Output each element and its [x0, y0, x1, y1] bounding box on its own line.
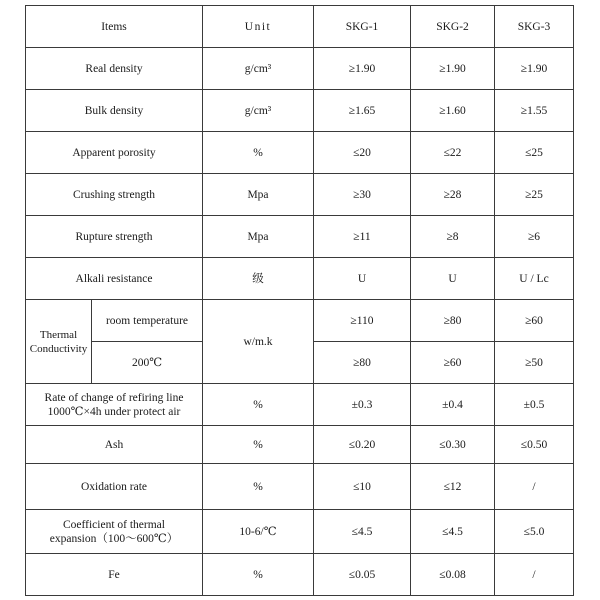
- row-unit: g/cm³: [203, 48, 314, 90]
- row-value-skg1: ±0.3: [314, 384, 411, 426]
- row-value-skg2: ≤0.30: [411, 426, 495, 464]
- header-row: [26, 6, 574, 48]
- table-row: [26, 554, 574, 596]
- table-row: [26, 216, 574, 258]
- row-value-skg3: /: [495, 464, 574, 510]
- row-value-skg2: ≥28: [411, 174, 495, 216]
- row-value-skg1: ≥1.90: [314, 48, 411, 90]
- row-item-label: Real density: [26, 48, 203, 90]
- row-value-skg2: ≤12: [411, 464, 495, 510]
- row-value-skg3: ≥1.90: [495, 48, 574, 90]
- row-value-skg2: ≤22: [411, 132, 495, 174]
- row-item-label: Apparent porosity: [26, 132, 203, 174]
- row-value-skg1: ≥80: [314, 342, 411, 384]
- row-value-skg1: ≥11: [314, 216, 411, 258]
- thermal-sub-label: 200℃: [92, 342, 203, 384]
- row-value-skg1: ≤0.20: [314, 426, 411, 464]
- table-row: [26, 90, 574, 132]
- row-value-skg2: U: [411, 258, 495, 300]
- thermal-conductivity-group-label: [26, 300, 92, 384]
- row-item-label: Rupture strength: [26, 216, 203, 258]
- row-value-skg1: ≥110: [314, 300, 411, 342]
- row-value-skg3: U / Lc: [495, 258, 574, 300]
- row-value-skg3: ≤5.0: [495, 510, 574, 554]
- row-value-skg2: ±0.4: [411, 384, 495, 426]
- header-grade-skg3: SKG-3: [495, 6, 574, 48]
- row-value-skg1: ≥30: [314, 174, 411, 216]
- table-row: [26, 426, 574, 464]
- row-value-skg3: ≤0.50: [495, 426, 574, 464]
- row-value-skg3: ≥25: [495, 174, 574, 216]
- row-value-skg1: ≤20: [314, 132, 411, 174]
- table-row: [26, 384, 574, 426]
- row-unit: %: [203, 426, 314, 464]
- row-value-skg3: ≥1.55: [495, 90, 574, 132]
- row-item-label: Alkali resistance: [26, 258, 203, 300]
- row-value-skg3: /: [495, 554, 574, 596]
- row-unit: %: [203, 554, 314, 596]
- header-grade-skg2: SKG-2: [411, 6, 495, 48]
- row-value-skg2: ≤4.5: [411, 510, 495, 554]
- table-row: [26, 258, 574, 300]
- row-value-skg1: U: [314, 258, 411, 300]
- row-unit: 10-6/℃: [203, 510, 314, 554]
- row-value-skg2: ≤0.08: [411, 554, 495, 596]
- table-row: [26, 174, 574, 216]
- thermal-sub-label: room temperature: [92, 300, 203, 342]
- row-value-skg3: ≥6: [495, 216, 574, 258]
- row-value-skg1: ≥1.65: [314, 90, 411, 132]
- group-label-line: Conductivity: [29, 342, 88, 355]
- row-item-label: [26, 510, 203, 554]
- header-grade-skg1: SKG-1: [314, 6, 411, 48]
- item-label-line: Coefficient of thermal: [63, 518, 165, 531]
- row-item-label: [26, 384, 203, 426]
- row-unit: 级: [203, 258, 314, 300]
- row-value-skg1: ≤4.5: [314, 510, 411, 554]
- row-unit: Mpa: [203, 174, 314, 216]
- row-item-label: Ash: [26, 426, 203, 464]
- row-unit: Mpa: [203, 216, 314, 258]
- header-items: Items: [26, 6, 203, 48]
- group-label-line: Thermal: [39, 328, 78, 341]
- row-value-skg2: ≥1.60: [411, 90, 495, 132]
- row-unit: g/cm³: [203, 90, 314, 132]
- row-unit: %: [203, 464, 314, 510]
- table-row: [26, 464, 574, 510]
- header-unit: Unit: [203, 6, 314, 48]
- thermal-unit: w/m.k: [203, 300, 314, 384]
- table-row: [26, 132, 574, 174]
- row-value-skg2: ≥8: [411, 216, 495, 258]
- row-item-label: Fe: [26, 554, 203, 596]
- row-value-skg2: ≥60: [411, 342, 495, 384]
- row-value-skg3: ±0.5: [495, 384, 574, 426]
- row-unit: %: [203, 132, 314, 174]
- table-row: [26, 48, 574, 90]
- row-value-skg2: ≥1.90: [411, 48, 495, 90]
- row-item-label: Crushing strength: [26, 174, 203, 216]
- row-unit: %: [203, 384, 314, 426]
- item-label-line: expansion（100～600℃）: [49, 532, 179, 545]
- table-row: [26, 510, 574, 554]
- row-item-label: Bulk density: [26, 90, 203, 132]
- item-label-line: Rate of change of refiring line: [44, 391, 184, 404]
- row-item-label: Oxidation rate: [26, 464, 203, 510]
- row-value-skg2: ≥80: [411, 300, 495, 342]
- specification-table: [25, 5, 574, 596]
- row-value-skg1: ≤0.05: [314, 554, 411, 596]
- row-value-skg3: ≥60: [495, 300, 574, 342]
- item-label-line: 1000℃×4h under protect air: [47, 405, 181, 418]
- table-row: [26, 300, 574, 342]
- row-value-skg3: ≥50: [495, 342, 574, 384]
- row-value-skg3: ≤25: [495, 132, 574, 174]
- row-value-skg1: ≤10: [314, 464, 411, 510]
